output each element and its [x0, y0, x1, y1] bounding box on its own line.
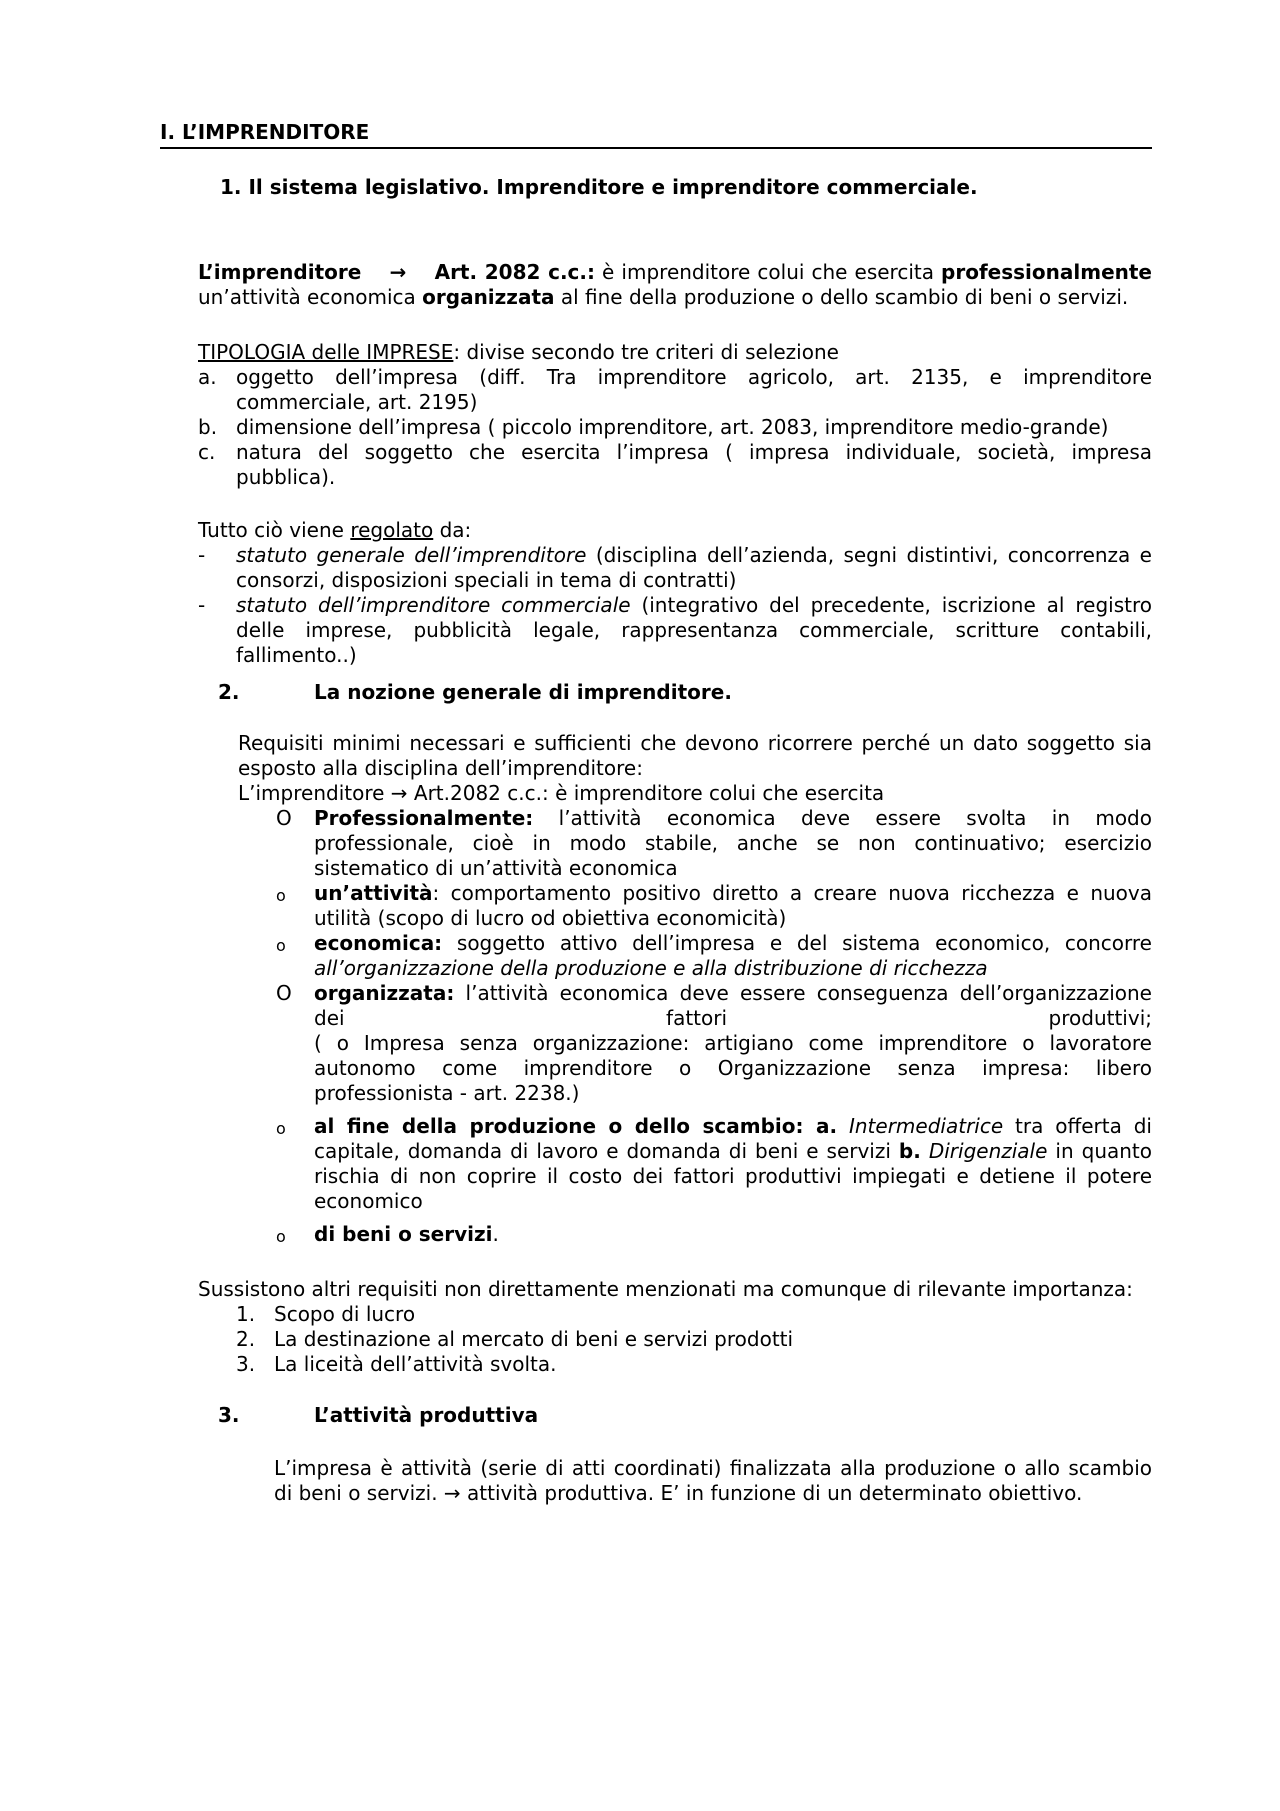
bullet-term: al fine della produzione o dello scambio: a. [314, 1114, 838, 1138]
definition-article: Art. 2082 c.c.: [434, 260, 595, 284]
list-marker: c. [198, 440, 216, 464]
list-item-rest: (disciplina dell’azienda, segni distintivi, concorrenza e consorzi, disposizioni speciali in tema di contratti) [236, 543, 1152, 592]
list-item-text [314, 1114, 1152, 1214]
section-3-heading [218, 1403, 1152, 1428]
bullet-marker: o [276, 1227, 286, 1246]
bullet-italic: all’organizzazione della produzione e alla distribuzione di ricchezza [314, 956, 988, 980]
list-item-text: Scopo di lucro [274, 1302, 416, 1326]
definition-text: è imprenditore colui che esercita [595, 260, 942, 284]
definition-paragraph [198, 260, 1152, 310]
section-2-title: La nozione generale di imprenditore. [314, 680, 732, 704]
list-item [236, 1302, 1152, 1327]
list-item-text [314, 931, 1152, 981]
definition-bold-term: organizzata [422, 285, 555, 309]
list-item [198, 543, 1152, 593]
bullet-term: di beni o servizi [314, 1222, 493, 1246]
section-3-paragraph [274, 1456, 1152, 1506]
sussistono-paragraph: Sussistono altri requisiti non direttamente menzionati ma comunque di rilevante importanza: [198, 1277, 1133, 1301]
section-2-intro [238, 731, 1152, 806]
bullet-marker: o [276, 886, 286, 905]
list-item [276, 931, 1152, 981]
definition-text: al fine della produzione o dello scambio di beni o servizi. [554, 285, 1129, 309]
bullet-term: b. [898, 1139, 921, 1163]
list-marker: - [198, 543, 206, 567]
requisiti-text: Requisiti minimi necessari e sufficienti che devono ricorrere perché un dato soggetto sia esposto alla disciplina dell’imprenditore: [238, 731, 1152, 780]
section-2-heading [218, 680, 1152, 705]
tipologia-label: TIPOLOGIA delle IMPRESE [198, 340, 454, 364]
list-item-text [314, 881, 1152, 931]
definition-text: L’imprenditore [238, 781, 391, 805]
list-item [236, 1327, 1152, 1352]
list-item-text: La destinazione al mercato di beni e servizi prodotti [274, 1327, 794, 1351]
chapter-title: I. L’IMPRENDITORE [160, 120, 1152, 149]
list-item-rest: (integrativo del precedente, iscrizione al registro delle imprese, pubblicità legale, rappresentanza commerciale, scritture contabili, fallimento..) [236, 593, 1152, 667]
bullet-term: un’attività [314, 881, 433, 905]
paragraph-text: attività produttiva. E’ in funzione di un determinato obiettivo. [460, 1481, 1083, 1505]
tipologia-intro-text: : divise secondo tre criteri di selezione [453, 340, 839, 364]
bullet-marker: O [276, 981, 292, 1005]
regolato-text: da: [433, 518, 472, 542]
bullet-term: organizzata: [314, 981, 455, 1005]
arrow-icon: → [390, 781, 408, 805]
list-marker: - [198, 593, 206, 617]
list-item [276, 881, 1152, 931]
list-marker: 3. [236, 1352, 256, 1376]
requisiti-list [276, 806, 1152, 1249]
regolato-list [198, 543, 1152, 668]
list-item-text: oggetto dell’impresa (diff. Tra imprenditore agricolo, art. 2135, e imprenditore commerciale, art. 2195) [236, 365, 1152, 414]
bullet-text: soggetto attivo dell’impresa e del sistema economico, concorre [442, 931, 1152, 955]
bullet-text: . [492, 1222, 499, 1246]
list-item [276, 806, 1152, 881]
bullet-term: Professionalmente: [314, 806, 534, 830]
bullet-text: l’attività economica deve essere svolta in modo professionale, cioè in modo stabile, anche se non continuativo; esercizio sistematico di un’attività economica [314, 806, 1152, 880]
section-1-title: 1. Il sistema legislativo. Imprenditore e imprenditore commerciale. [220, 175, 978, 199]
list-marker: 2. [236, 1327, 256, 1351]
tipologia-intro [198, 340, 1152, 365]
bullet-term: economica: [314, 931, 443, 955]
bullet-marker: o [276, 1119, 286, 1138]
definition-text: un’attività economica [198, 285, 423, 309]
document-page [160, 120, 1152, 1506]
bullet-text: l’attività economica deve essere conseguenza dell’organizzazione dei fattori produttivi; [314, 981, 1152, 1030]
list-item-text [236, 593, 1152, 668]
section-2-definition [238, 781, 1152, 806]
list-item-text [314, 981, 1152, 1106]
list-item [198, 365, 1152, 415]
regolato-underlined: regolato [350, 518, 434, 542]
bullet-text: tra offerta di capitale, domanda di lavoro e domanda di beni e servizi [314, 1114, 1152, 1163]
arrow-icon: → [443, 1481, 461, 1505]
bullet-text: : comportamento positivo diretto a creare nuova ricchezza e nuova utilità (scopo di lucro od obiettiva economicità) [314, 881, 1152, 930]
list-item [276, 981, 1152, 1106]
list-item [236, 1352, 1152, 1377]
section-3-title: L’attività produttiva [314, 1403, 539, 1427]
bullet-text-continued: ( o Impresa senza organizzazione: artigiano come imprenditore o lavoratore autonomo come imprenditore o Organizzazione senza impresa: libero professionista - art. 2238.) [314, 1031, 1152, 1105]
regolato-text: Tutto ciò viene [198, 518, 351, 542]
list-item [276, 1222, 1152, 1249]
list-item-italic: statuto generale dell’imprenditore [236, 543, 587, 567]
list-marker: a. [198, 365, 217, 389]
list-item [198, 593, 1152, 668]
list-item-text: dimensione dell’impresa ( piccolo imprenditore, art. 2083, imprenditore medio-grande) [236, 415, 1109, 439]
list-item-text [314, 1222, 1152, 1247]
sussistono-list [236, 1302, 1152, 1377]
definition-text: Art.2082 c.c.: è imprenditore colui che esercita [407, 781, 885, 805]
tipologia-list [198, 365, 1152, 490]
definition-bold-term: professionalmente [941, 260, 1152, 284]
list-item [198, 415, 1152, 440]
list-item-text [236, 543, 1152, 593]
list-marker: b. [198, 415, 218, 439]
list-item-text [314, 806, 1152, 881]
definition-lead: L’imprenditore [198, 260, 362, 284]
list-item [276, 1114, 1152, 1214]
section-3-number: 3. [218, 1403, 240, 1427]
list-item-text: La liceità dell’attività svolta. [274, 1352, 557, 1376]
bullet-italic: Intermediatrice [837, 1114, 1004, 1138]
list-item-italic: statuto dell’imprenditore commerciale [236, 593, 631, 617]
bullet-italic: Dirigenziale [920, 1139, 1048, 1163]
bullet-marker: O [276, 806, 292, 830]
arrow-icon: → [389, 260, 407, 284]
section-2-number: 2. [218, 680, 240, 704]
bullet-marker: o [276, 936, 286, 955]
paragraph-text: L’impresa è attività (serie di atti coordinati) finalizzata alla produzione o allo scambio di beni o servizi. [274, 1456, 1152, 1505]
list-item-text: natura del soggetto che esercita l’impresa ( impresa individuale, società, impresa pubblica). [236, 440, 1152, 489]
regolato-intro [198, 518, 1152, 543]
list-marker: 1. [236, 1302, 256, 1326]
bullet-text: in quanto rischia di non coprire il costo dei fattori produttivi impiegati e detiene il potere economico [314, 1139, 1153, 1213]
list-item [198, 440, 1152, 490]
